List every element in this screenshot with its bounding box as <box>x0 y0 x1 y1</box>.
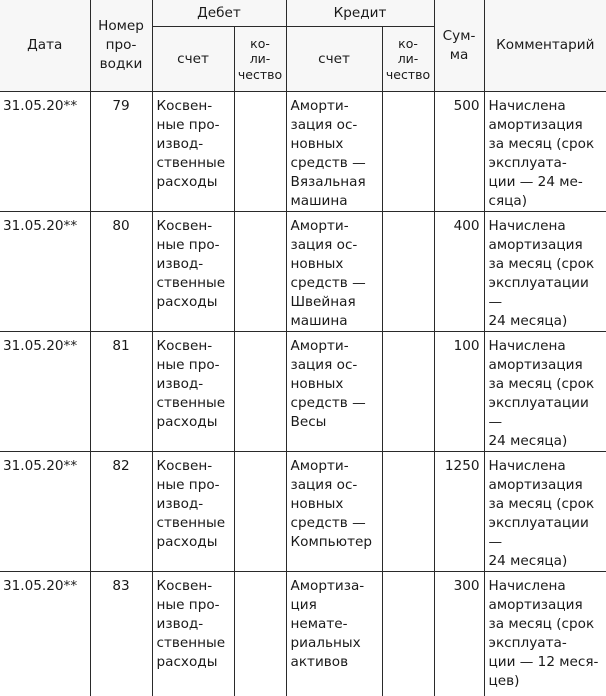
cell-debit-quantity <box>234 452 286 572</box>
cell-comment: Начислена амортизация за месяц (срок эксплуата- ции — 12 меся- цев) <box>484 572 606 696</box>
cell-amount: 500 <box>434 92 484 212</box>
cell-date: 31.05.20** <box>0 212 90 332</box>
table-row <box>0 572 606 696</box>
cell-comment: Начислена амортизация за месяц (срок эксплуатации — 24 месяца) <box>484 452 606 572</box>
cell-date: 31.05.20** <box>0 92 90 212</box>
cell-entry-number: 79 <box>90 92 152 212</box>
table-row <box>0 212 606 332</box>
cell-credit-quantity <box>382 92 434 212</box>
cell-date: 31.05.20** <box>0 572 90 696</box>
cell-debit-quantity <box>234 212 286 332</box>
table-row <box>0 332 606 452</box>
cell-debit-account: Косвен- ные про- извод- ственные расходы <box>152 572 234 696</box>
header-debit-account: счет <box>152 27 234 92</box>
header-row-groups <box>0 0 606 27</box>
cell-amount: 400 <box>434 212 484 332</box>
cell-debit-quantity <box>234 332 286 452</box>
cell-comment: Начислена амортизация за месяц (срок эксплуатации — 24 месяца) <box>484 212 606 332</box>
cell-amount: 300 <box>434 572 484 696</box>
header-debit-quantity: ко- ли- чество <box>234 27 286 92</box>
cell-credit-account: Аморти- зация ос- новных средств — Весы <box>286 332 382 452</box>
cell-comment: Начислена амортизация за месяц (срок эксплуатации — 24 месяца) <box>484 332 606 452</box>
cell-debit-account: Косвен- ные про- извод- ственные расходы <box>152 332 234 452</box>
header-amount: Сум- ма <box>434 0 484 92</box>
cell-credit-quantity <box>382 212 434 332</box>
header-debit: Дебет <box>152 0 286 27</box>
header-credit-account: счет <box>286 27 382 92</box>
header-credit-quantity: ко- ли- чество <box>382 27 434 92</box>
cell-debit-quantity <box>234 572 286 696</box>
header-comment: Комментарий <box>484 0 606 92</box>
cell-amount: 1250 <box>434 452 484 572</box>
table-row <box>0 452 606 572</box>
cell-credit-quantity <box>382 452 434 572</box>
cell-credit-account: Амортиза- ция немате- риальных активов <box>286 572 382 696</box>
cell-debit-account: Косвен- ные про- извод- ственные расходы <box>152 92 234 212</box>
cell-date: 31.05.20** <box>0 452 90 572</box>
cell-debit-account: Косвен- ные про- извод- ственные расходы <box>152 212 234 332</box>
cell-comment: Начислена амортизация за месяц (срок эксплуата- ции — 24 ме- сяца) <box>484 92 606 212</box>
cell-credit-account: Аморти- зация ос- новных средств — Вязальная машина <box>286 92 382 212</box>
cell-credit-quantity <box>382 332 434 452</box>
cell-credit-account: Аморти- зация ос- новных средств — Компьютер <box>286 452 382 572</box>
cell-debit-quantity <box>234 92 286 212</box>
cell-entry-number: 81 <box>90 332 152 452</box>
cell-entry-number: 82 <box>90 452 152 572</box>
cell-entry-number: 80 <box>90 212 152 332</box>
header-date: Дата <box>0 0 90 92</box>
cell-amount: 100 <box>434 332 484 452</box>
cell-date: 31.05.20** <box>0 332 90 452</box>
cell-entry-number: 83 <box>90 572 152 696</box>
header-entry-number: Номер про- водки <box>90 0 152 92</box>
header-credit: Кредит <box>286 0 434 27</box>
cell-credit-account: Аморти- зация ос- новных средств — Швейная машина <box>286 212 382 332</box>
table-row <box>0 92 606 212</box>
cell-debit-account: Косвен- ные про- извод- ственные расходы <box>152 452 234 572</box>
cell-credit-quantity <box>382 572 434 696</box>
